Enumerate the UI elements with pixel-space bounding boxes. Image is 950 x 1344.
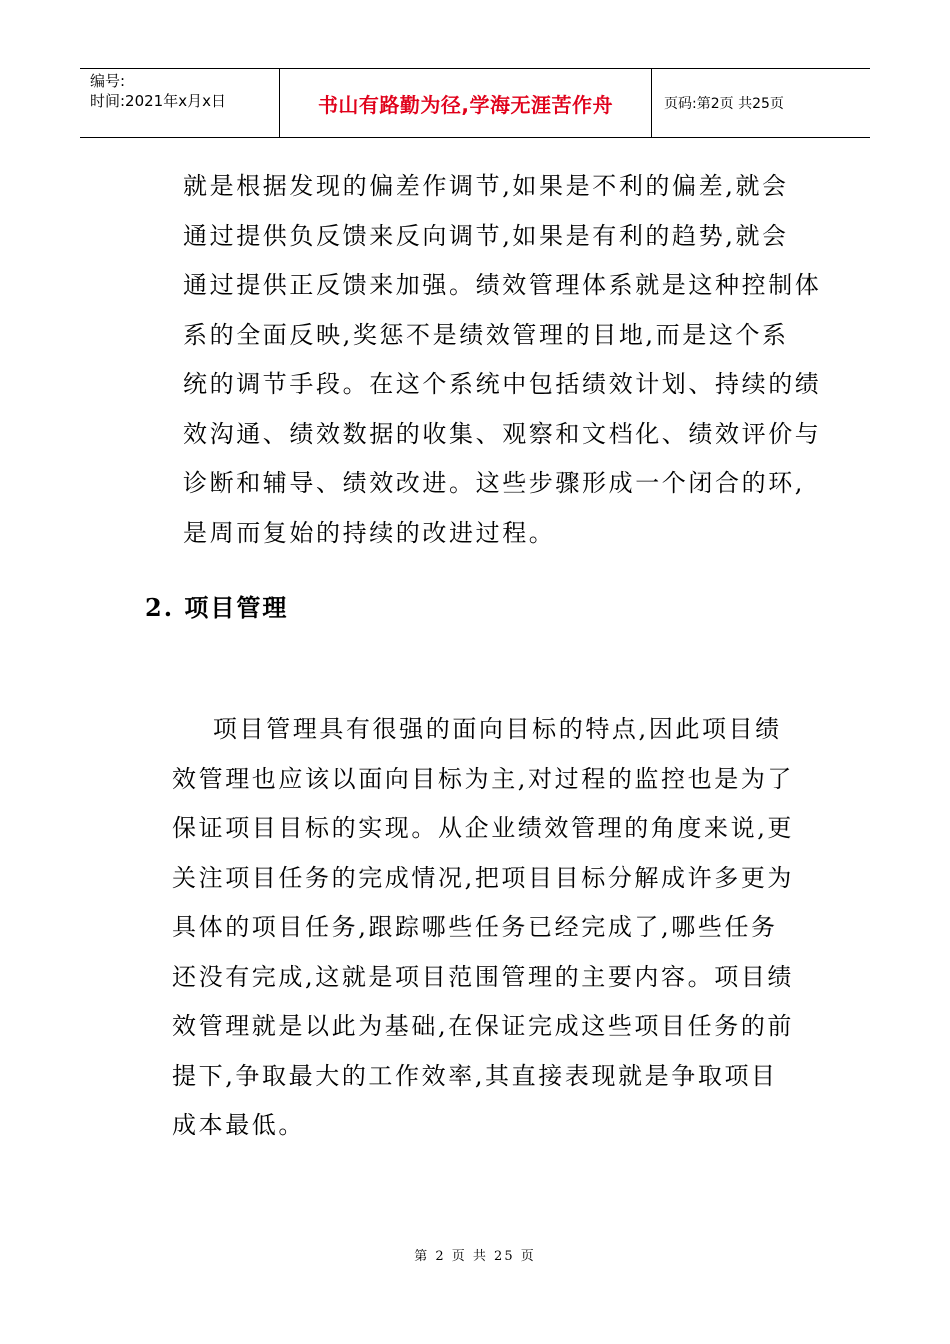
paragraph-line: 提下,争取最大的工作效率,其直接表现就是争取项目	[172, 1061, 778, 1090]
paragraph-line: 通过提供正反馈来加强。绩效管理体系就是这种控制体	[183, 271, 822, 299]
paragraph-line: 保证项目目标的实现。从企业绩效管理的角度来说,更	[172, 814, 795, 842]
paragraph-line: 就是根据发现的偏差作调节,如果是不利的偏差,就会	[183, 172, 789, 200]
page-header	[80, 68, 870, 138]
section-heading: 2. 项目管理	[145, 593, 289, 622]
paragraph-line: 效沟通、绩效数据的收集、观察和文档化、绩效评价与	[183, 419, 822, 448]
header-page-info: 页码:第2页 共25页	[664, 96, 784, 112]
paragraph-line: 项目管理具有很强的面向目标的特点,因此项目绩	[172, 715, 782, 743]
page-footer: 第 2 页 共 25 页	[414, 1249, 536, 1264]
paragraph-line: 诊断和辅导、绩效改进。这些步骤形成一个闭合的环,	[183, 469, 806, 497]
paragraph-1	[183, 162, 823, 558]
paragraph-line: 系的全面反映,奖惩不是绩效管理的目地,而是这个系	[183, 320, 789, 349]
paragraph-line: 具体的项目任务,跟踪哪些任务已经完成了,哪些任务	[172, 913, 778, 941]
paragraph-line: 成本最低。	[172, 1111, 305, 1139]
paragraph-line: 还没有完成,这就是项目范围管理的主要内容。项目绩	[172, 962, 795, 991]
paragraph-line: 通过提供负反馈来反向调节,如果是有利的趋势,就会	[183, 221, 789, 250]
paragraph-line: 效管理也应该以面向目标为主,对过程的监控也是为了	[172, 764, 795, 793]
paragraph-line: 是周而复始的持续的改进过程。	[183, 518, 556, 547]
header-motto: 书山有路勤为径,学海无涯苦作舟	[280, 69, 652, 137]
header-meta	[80, 69, 280, 137]
paragraph-line: 效管理就是以此为基础,在保证完成这些项目任务的前	[172, 1012, 795, 1040]
paragraph-line: 关注项目任务的完成情况,把项目目标分解成许多更为	[172, 863, 795, 892]
number-label: 编号:	[90, 72, 126, 90]
paragraph-2	[172, 705, 812, 1151]
paragraph-line: 统的调节手段。在这个系统中包括绩效计划、持续的绩	[183, 370, 822, 398]
time-label: 时间:2021年x月x日	[90, 92, 226, 110]
